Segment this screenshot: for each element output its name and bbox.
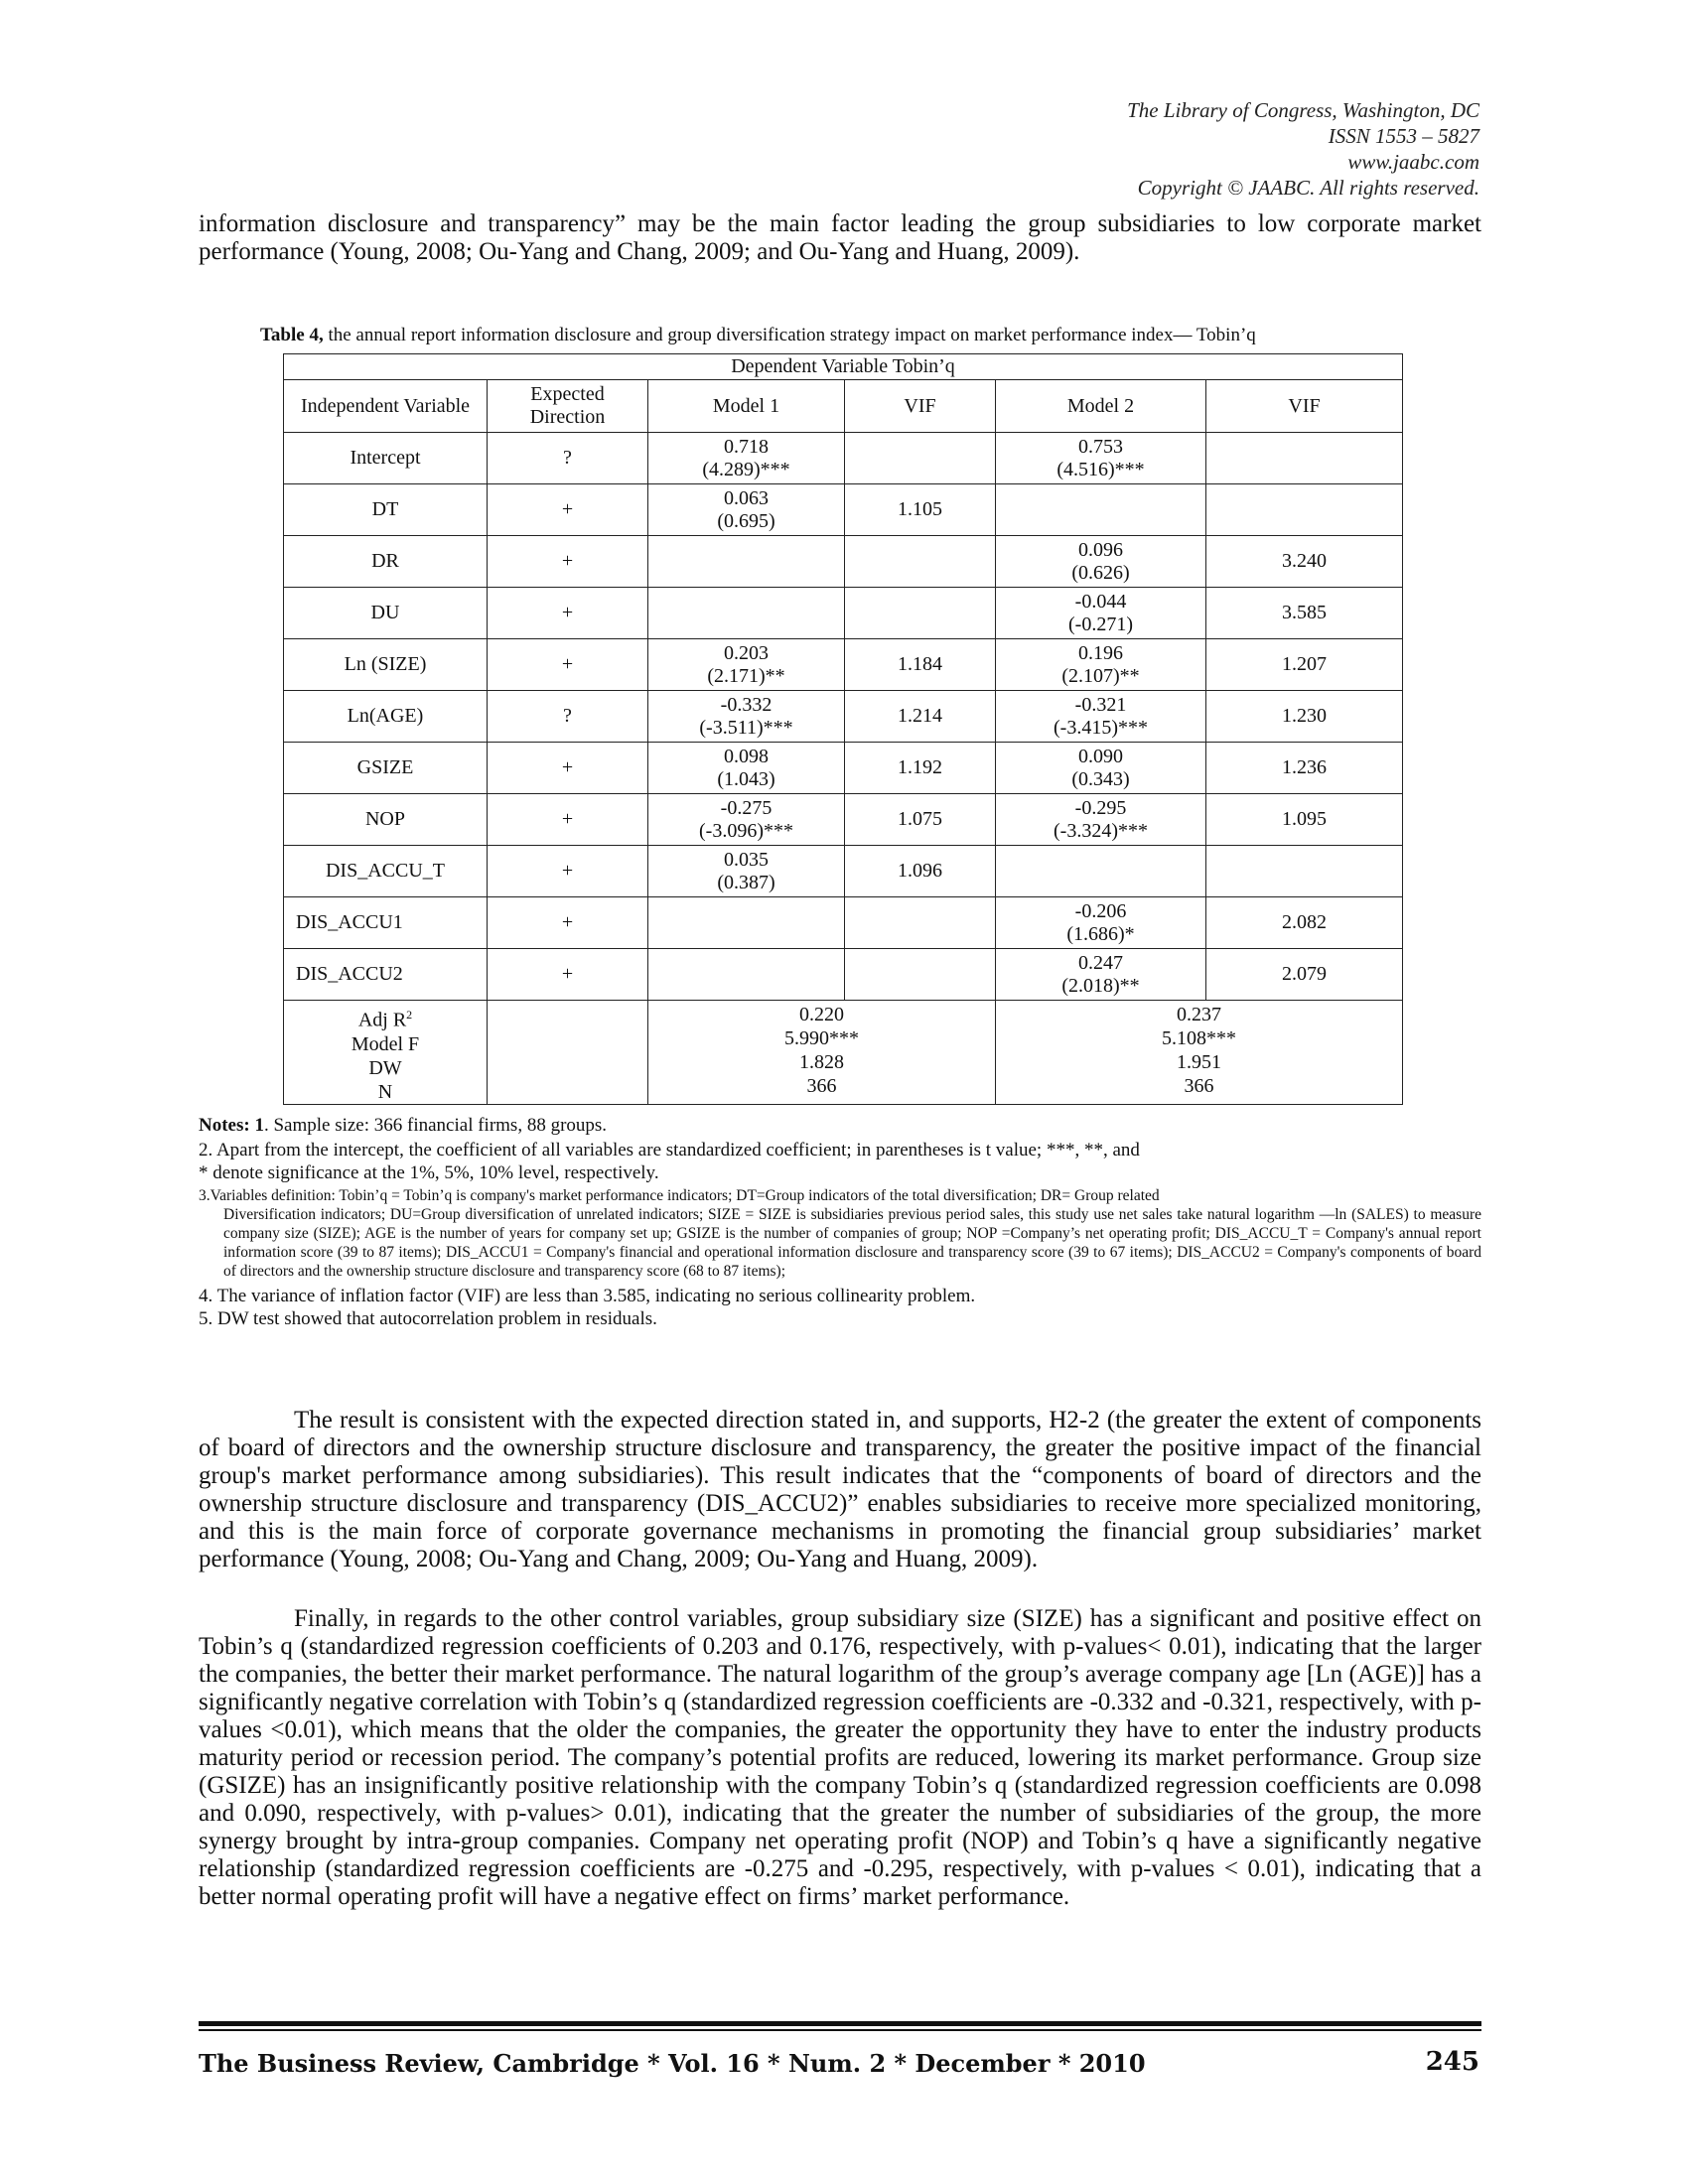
cell-model1 — [648, 588, 845, 639]
n-label: N — [377, 1080, 393, 1103]
table-row — [284, 743, 1403, 794]
stats-m2 — [996, 1001, 1403, 1105]
model2-coefficient: 0.196 — [1078, 641, 1123, 664]
cell-variable: NOP — [284, 794, 488, 846]
header-line-1: The Library of Congress, Washington, DC — [1127, 98, 1479, 122]
model2-t-value: (2.018)** — [1061, 974, 1140, 997]
cell-model1 — [648, 897, 845, 949]
cell-vif1: 1.105 — [845, 484, 996, 536]
note-3-first: 3.Variables definition: Tobin’q = Tobin’q is company's market performance indicators; DT=Group indicators of the total diversification; DR= Group related — [199, 1187, 1160, 1204]
model2-coefficient: -0.295 — [1074, 796, 1127, 819]
paragraph-2: The result is consistent with the expected direction stated in, and supports, H2-2 (the greater the extent of components of board of directors and the ownership structure disclosure and transparency, the greater the positive impact of the financial group's market performance among subsidiaries). This result indicates that the “components of board of directors and the ownership structure disclosure and transparency (DIS_ACCU2)” enables subsidiaries to receive more specialized monitoring, and this is the main force of corporate governance mechanisms in promoting the financial group subsidiaries’ market performance (Young, 2008; Ou-Yang and Chang, 2009; Ou-Yang and Huang, 2009). — [199, 1407, 1481, 1572]
cell-model2 — [996, 794, 1206, 846]
cell-vif1 — [845, 536, 996, 588]
cell-model1 — [648, 743, 845, 794]
dw-label: DW — [368, 1056, 402, 1079]
model1-coefficient: -0.332 — [720, 693, 773, 716]
note-3-rest: Diversification indicators; DU=Group diversification of unrelated indicators; SIZE = SIZE is subsidiaries previous period sales, this study use net sales take natural logarithm —ln (SALES) to measure company size (SIZE); AGE is the number of years for company set up; GSIZE is the number of companies of group; NOP =Company’s net operating profit; DIS_ACCU_T = Company's annual report information score (39 to 87 items); DIS_ACCU1 = Company's financial and operational information disclosure and transparency score (39 to 67 items); DIS_ACCU2 = Company's components of board of directors and the ownership structure disclosure and transparency score (68 to 87 items); — [223, 1206, 1481, 1280]
stat-m1-dw: 1.828 — [799, 1051, 844, 1073]
cell-vif1: 1.096 — [845, 846, 996, 897]
cell-model2 — [996, 743, 1206, 794]
dependent-variable-header: Dependent Variable Tobin’q — [284, 354, 1403, 380]
header-line-4: Copyright © JAABC. All rights reserved. — [1137, 176, 1479, 200]
col-header-independent: Independent Variable — [284, 380, 488, 433]
cell-vif2: 3.585 — [1206, 588, 1403, 639]
model2-coefficient: -0.044 — [1074, 590, 1127, 613]
model1-coefficient: 0.063 — [724, 486, 769, 509]
cell-model1 — [648, 691, 845, 743]
page-number: 245 — [1425, 2047, 1479, 2077]
model2-t-value: (0.626) — [1071, 561, 1130, 584]
footer-rule-thin — [199, 2029, 1481, 2031]
model1-t-value: (1.043) — [717, 767, 775, 790]
cell-variable: Ln (SIZE) — [284, 639, 488, 691]
regression-table — [283, 353, 1403, 1105]
cell-direction: + — [488, 536, 648, 588]
cell-model2 — [996, 949, 1206, 1001]
cell-vif2 — [1206, 484, 1403, 536]
model2-t-value: (-3.415)*** — [1054, 716, 1148, 739]
cell-model2 — [996, 484, 1206, 536]
adj-r2-label — [288, 1003, 483, 1032]
cell-direction: ? — [488, 691, 648, 743]
cell-direction: + — [488, 639, 648, 691]
col-header-expected: Expected Direction — [488, 380, 648, 433]
cell-direction: ? — [488, 433, 648, 484]
model2-t-value: (0.343) — [1071, 767, 1130, 790]
model1-coefficient: 0.718 — [724, 435, 769, 458]
cell-vif2: 2.082 — [1206, 897, 1403, 949]
cell-vif2: 2.079 — [1206, 949, 1403, 1001]
cell-vif2: 1.207 — [1206, 639, 1403, 691]
model1-coefficient: -0.275 — [720, 796, 773, 819]
cell-vif2: 1.236 — [1206, 743, 1403, 794]
model1-t-value: (0.695) — [717, 509, 775, 532]
cell-vif2: 1.095 — [1206, 794, 1403, 846]
table-caption-text: the annual report information disclosure and group diversification strategy impact on market performance index— Tobin’q — [323, 325, 1256, 345]
model2-t-value: (2.107)** — [1061, 664, 1140, 687]
cell-variable: DU — [284, 588, 488, 639]
table-row — [284, 949, 1403, 1001]
col-header-vif1: VIF — [845, 380, 996, 433]
cell-variable: Ln(AGE) — [284, 691, 488, 743]
cell-direction: + — [488, 484, 648, 536]
table-row — [284, 691, 1403, 743]
table-notes — [199, 1114, 1481, 1330]
note-1-label: Notes: 1 — [199, 1115, 264, 1136]
table-row — [284, 794, 1403, 846]
cell-direction: + — [488, 897, 648, 949]
cell-model2 — [996, 433, 1206, 484]
model1-t-value: (0.387) — [717, 871, 775, 893]
cell-variable: DIS_ACCU_T — [284, 846, 488, 897]
cell-variable: DIS_ACCU1 — [284, 897, 488, 949]
stat-m1-adj: 0.220 — [799, 1004, 844, 1025]
model2-coefficient: -0.321 — [1074, 693, 1127, 716]
adj-r-superscript: 2 — [406, 1008, 413, 1022]
cell-model2 — [996, 691, 1206, 743]
table-caption — [260, 325, 1256, 346]
table-row-stats — [284, 1001, 1403, 1105]
running-header — [1127, 97, 1479, 201]
header-line-2: ISSN 1553 – 5827 — [1328, 124, 1479, 148]
note-2b: * denote significance at the 1%, 5%, 10% level, respectively. — [199, 1162, 659, 1183]
table-row — [284, 588, 1403, 639]
table-row — [284, 536, 1403, 588]
footer-rule-thick — [199, 2021, 1481, 2026]
model2-coefficient: 0.247 — [1078, 951, 1123, 974]
cell-model1 — [648, 639, 845, 691]
cell-model2 — [996, 639, 1206, 691]
header-line-3: www.jaabc.com — [1347, 150, 1479, 174]
model1-t-value: (-3.096)*** — [699, 819, 793, 842]
cell-vif1 — [845, 897, 996, 949]
model1-t-value: (4.289)*** — [702, 458, 790, 480]
cell-vif2 — [1206, 846, 1403, 897]
model2-coefficient: 0.096 — [1078, 538, 1123, 561]
cell-vif1 — [845, 588, 996, 639]
table-row — [284, 484, 1403, 536]
cell-model1 — [648, 484, 845, 536]
stats-blank — [488, 1001, 648, 1105]
cell-direction: + — [488, 588, 648, 639]
cell-vif1: 1.075 — [845, 794, 996, 846]
model2-t-value: (1.686)* — [1066, 922, 1135, 945]
cell-variable: DIS_ACCU2 — [284, 949, 488, 1001]
paragraph-1: information disclosure and transparency” may be the main factor leading the group subsidiaries to low corporate market performance (Young, 2008; Ou-Yang and Chang, 2009; and Ou-Yang and Huang, 2009). — [199, 210, 1481, 265]
cell-direction: + — [488, 846, 648, 897]
note-3 — [199, 1186, 1481, 1281]
adj-r-text: Adj R — [357, 1009, 407, 1031]
cell-vif1 — [845, 949, 996, 1001]
cell-model1 — [648, 846, 845, 897]
stat-m2-f: 5.108*** — [1162, 1027, 1236, 1049]
note-2a: 2. Apart from the intercept, the coefficient of all variables are standardized coefficient; in parentheses is t value; ***, **, and — [199, 1140, 1140, 1160]
table-row — [284, 897, 1403, 949]
table-row — [284, 639, 1403, 691]
cell-direction: + — [488, 794, 648, 846]
model2-coefficient: 0.090 — [1078, 745, 1123, 767]
model1-coefficient: 0.098 — [724, 745, 769, 767]
model2-coefficient: 0.753 — [1078, 435, 1123, 458]
cell-model2 — [996, 846, 1206, 897]
col-header-vif2: VIF — [1206, 380, 1403, 433]
cell-model2 — [996, 897, 1206, 949]
model1-t-value: (-3.511)*** — [699, 716, 793, 739]
footer-journal: The Business Review, Cambridge * Vol. 16 * Num. 2 * December * 2010 — [199, 2049, 1146, 2078]
cell-vif2 — [1206, 433, 1403, 484]
model2-t-value: (4.516)*** — [1056, 458, 1145, 480]
stat-m2-dw: 1.951 — [1177, 1051, 1221, 1073]
model1-coefficient: 0.035 — [724, 848, 769, 871]
table-row — [284, 433, 1403, 484]
cell-vif1: 1.214 — [845, 691, 996, 743]
paragraph-3: Finally, in regards to the other control variables, group subsidiary size (SIZE) has a significant and positive effect on Tobin’s q (standardized regression coefficients of 0.203 and 0.176, respectively, with p-values< 0.01), indicating that the larger the companies, the better their market performance. The natural logarithm of the group’s average company age [Ln (AGE)] has a significantly negative correlation with Tobin’s q (standardized regression coefficients are -0.332 and -0.321, respectively, with p-values <0.01), which means that the older the companies, the greater the opportunity they have to enter the industry products maturity period or recession period. The company’s potential profits are reduced, lowering its market performance. Group size (GSIZE) has an insignificantly positive relationship with the company Tobin’s q (standardized regression coefficients are 0.098 and 0.090, respectively, with p-values> 0.01), indicating that the greater the number of subsidiaries of the group, the more synergy brought by intra-group companies. Company net operating profit (NOP) and Tobin’s q have a significantly negative relationship (standardized regression coefficients are -0.275 and -0.295, respectively, with p-values < 0.01), indicating that a better normal operating profit will have a negative effect on firms’ market performance. — [199, 1605, 1481, 1910]
cell-vif2: 1.230 — [1206, 691, 1403, 743]
col-header-model2: Model 2 — [996, 380, 1206, 433]
note-5: 5. DW test showed that autocorrelation problem in residuals. — [199, 1308, 657, 1329]
note-1-text: . Sample size: 366 financial firms, 88 groups. — [263, 1115, 608, 1136]
cell-variable: DT — [284, 484, 488, 536]
cell-model1 — [648, 536, 845, 588]
stat-m2-n: 366 — [1184, 1075, 1214, 1097]
cell-variable: Intercept — [284, 433, 488, 484]
model1-t-value: (2.171)** — [707, 664, 785, 687]
cell-direction: + — [488, 949, 648, 1001]
cell-vif1: 1.192 — [845, 743, 996, 794]
table-caption-label: Table 4, — [260, 325, 324, 345]
cell-model2 — [996, 536, 1206, 588]
table-row — [284, 846, 1403, 897]
cell-vif1 — [845, 433, 996, 484]
stat-m2-adj: 0.237 — [1177, 1004, 1221, 1025]
stats-labels — [284, 1001, 488, 1105]
stat-m1-f: 5.990*** — [784, 1027, 859, 1049]
cell-vif2: 3.240 — [1206, 536, 1403, 588]
cell-vif1: 1.184 — [845, 639, 996, 691]
model2-t-value: (-0.271) — [1068, 613, 1133, 635]
model1-coefficient: 0.203 — [724, 641, 769, 664]
cell-model1 — [648, 794, 845, 846]
model2-t-value: (-3.324)*** — [1054, 819, 1148, 842]
cell-variable: GSIZE — [284, 743, 488, 794]
cell-model1 — [648, 433, 845, 484]
stats-m1 — [648, 1001, 996, 1105]
col-header-model1: Model 1 — [648, 380, 845, 433]
cell-model2 — [996, 588, 1206, 639]
cell-model1 — [648, 949, 845, 1001]
note-1 — [199, 1114, 1481, 1137]
cell-direction: + — [488, 743, 648, 794]
stat-m1-n: 366 — [806, 1075, 837, 1097]
note-4: 4. The variance of inflation factor (VIF) are less than 3.585, indicating no serious collinearity problem. — [199, 1286, 976, 1306]
model-f-label: Model F — [351, 1032, 420, 1055]
cell-variable: DR — [284, 536, 488, 588]
model2-coefficient: -0.206 — [1074, 899, 1127, 922]
